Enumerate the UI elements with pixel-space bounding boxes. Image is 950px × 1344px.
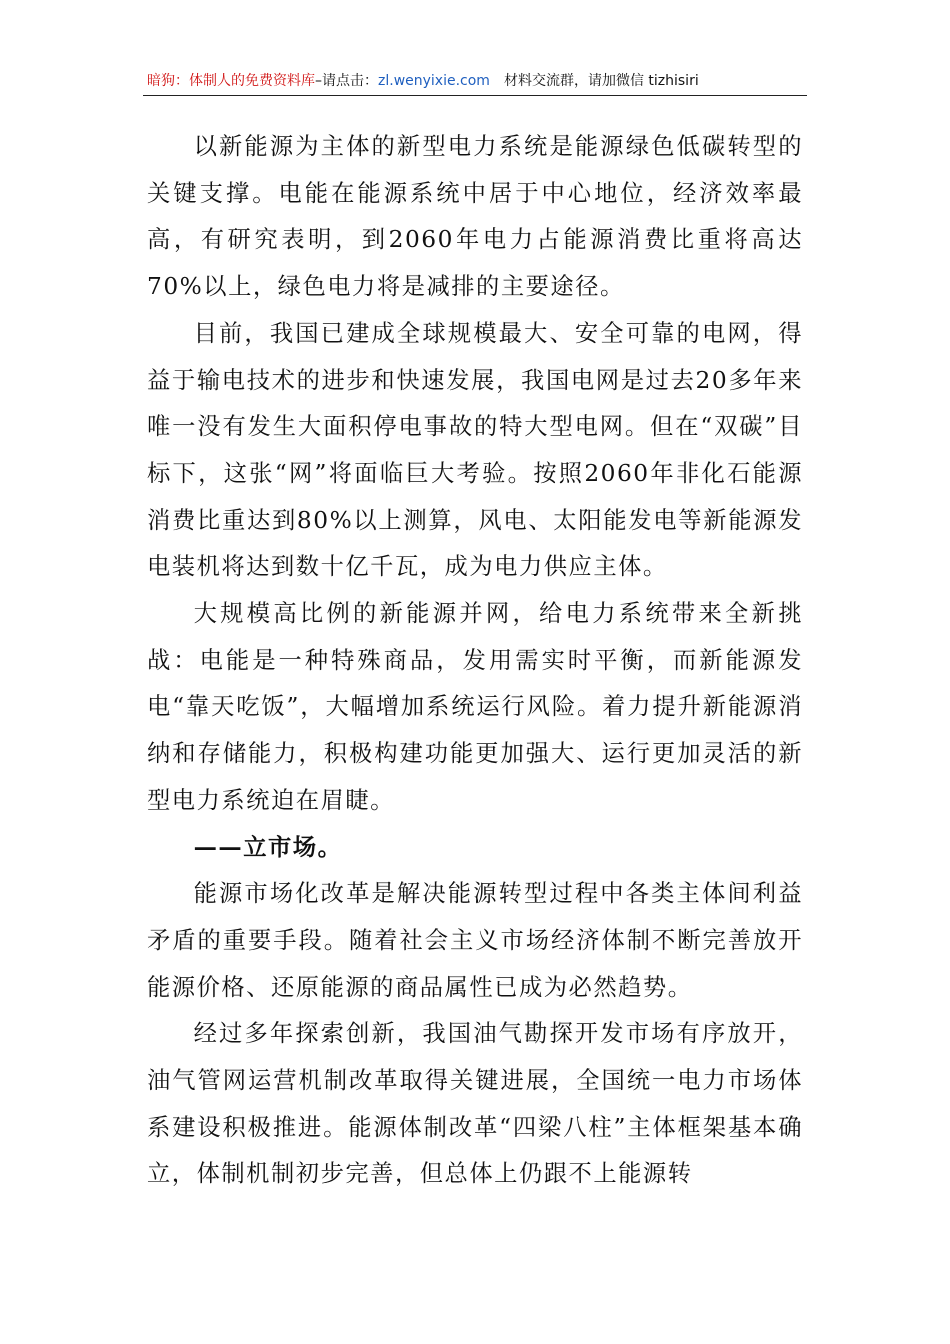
section-heading: ——立市场。: [193, 833, 343, 861]
paragraph-3: 大规模高比例的新能源并网，给电力系统带来全新挑战：电能是一种特殊商品，发用需实时平衡，而新能源发电“靠天吃饭”，大幅增加系统运行风险。着力提升新能源消纳和存储能力，积极构建功能更加强大、运行更加灵活的新型电力系统迫在眉睫。: [147, 600, 803, 814]
paragraph-1: 以新能源为主体的新型电力系统是能源绿色低碳转型的关键支撑。电能在能源系统中居于中心地位，经济效率最高，有研究表明，到2060年电力占能源消费比重将高达70%以上，绿色电力将是减排的主要途径。: [147, 133, 803, 301]
paragraph-5: 经过多年探索创新，我国油气勘探开发市场有序放开，油气管网运营机制改革取得关键进展，全国统一电力市场体系建设积极推进。能源体制改革“四梁八柱”主体框架基本确立，体制机制初步完善，但总体上仍跟不上能源转: [147, 1020, 803, 1188]
header-wechat-note: 材料交流群，请加微信 tizhisiri: [503, 73, 699, 89]
header-link[interactable]: zl.wenyixie.com: [378, 73, 490, 89]
page-header: [147, 70, 805, 94]
paragraph-2: 目前，我国已建成全球规模最大、安全可靠的电网，得益于输电技术的进步和快速发展，我国电网是过去20多年来唯一没有发生大面积停电事故的特大型电网。但在“双碳”目标下，这张“网”将面临巨大考验。按照2060年非化石能源消费比重达到80%以上测算，风电、太阳能发电等新能源发电装机将达到数十亿千瓦，成为电力供应主体。: [147, 319, 803, 581]
header-separator: –请点击：: [315, 73, 378, 89]
header-brand[interactable]: 暗狗：体制人的免费资料库: [147, 73, 315, 89]
paragraph-4: 能源市场化改革是解决能源转型过程中各类主体间利益矛盾的重要手段。随着社会主义市场经济体制不断完善放开能源价格、还原能源的商品属性已成为必然趋势。: [147, 880, 803, 1001]
header-divider: [143, 95, 807, 96]
document-body: [147, 124, 803, 1198]
